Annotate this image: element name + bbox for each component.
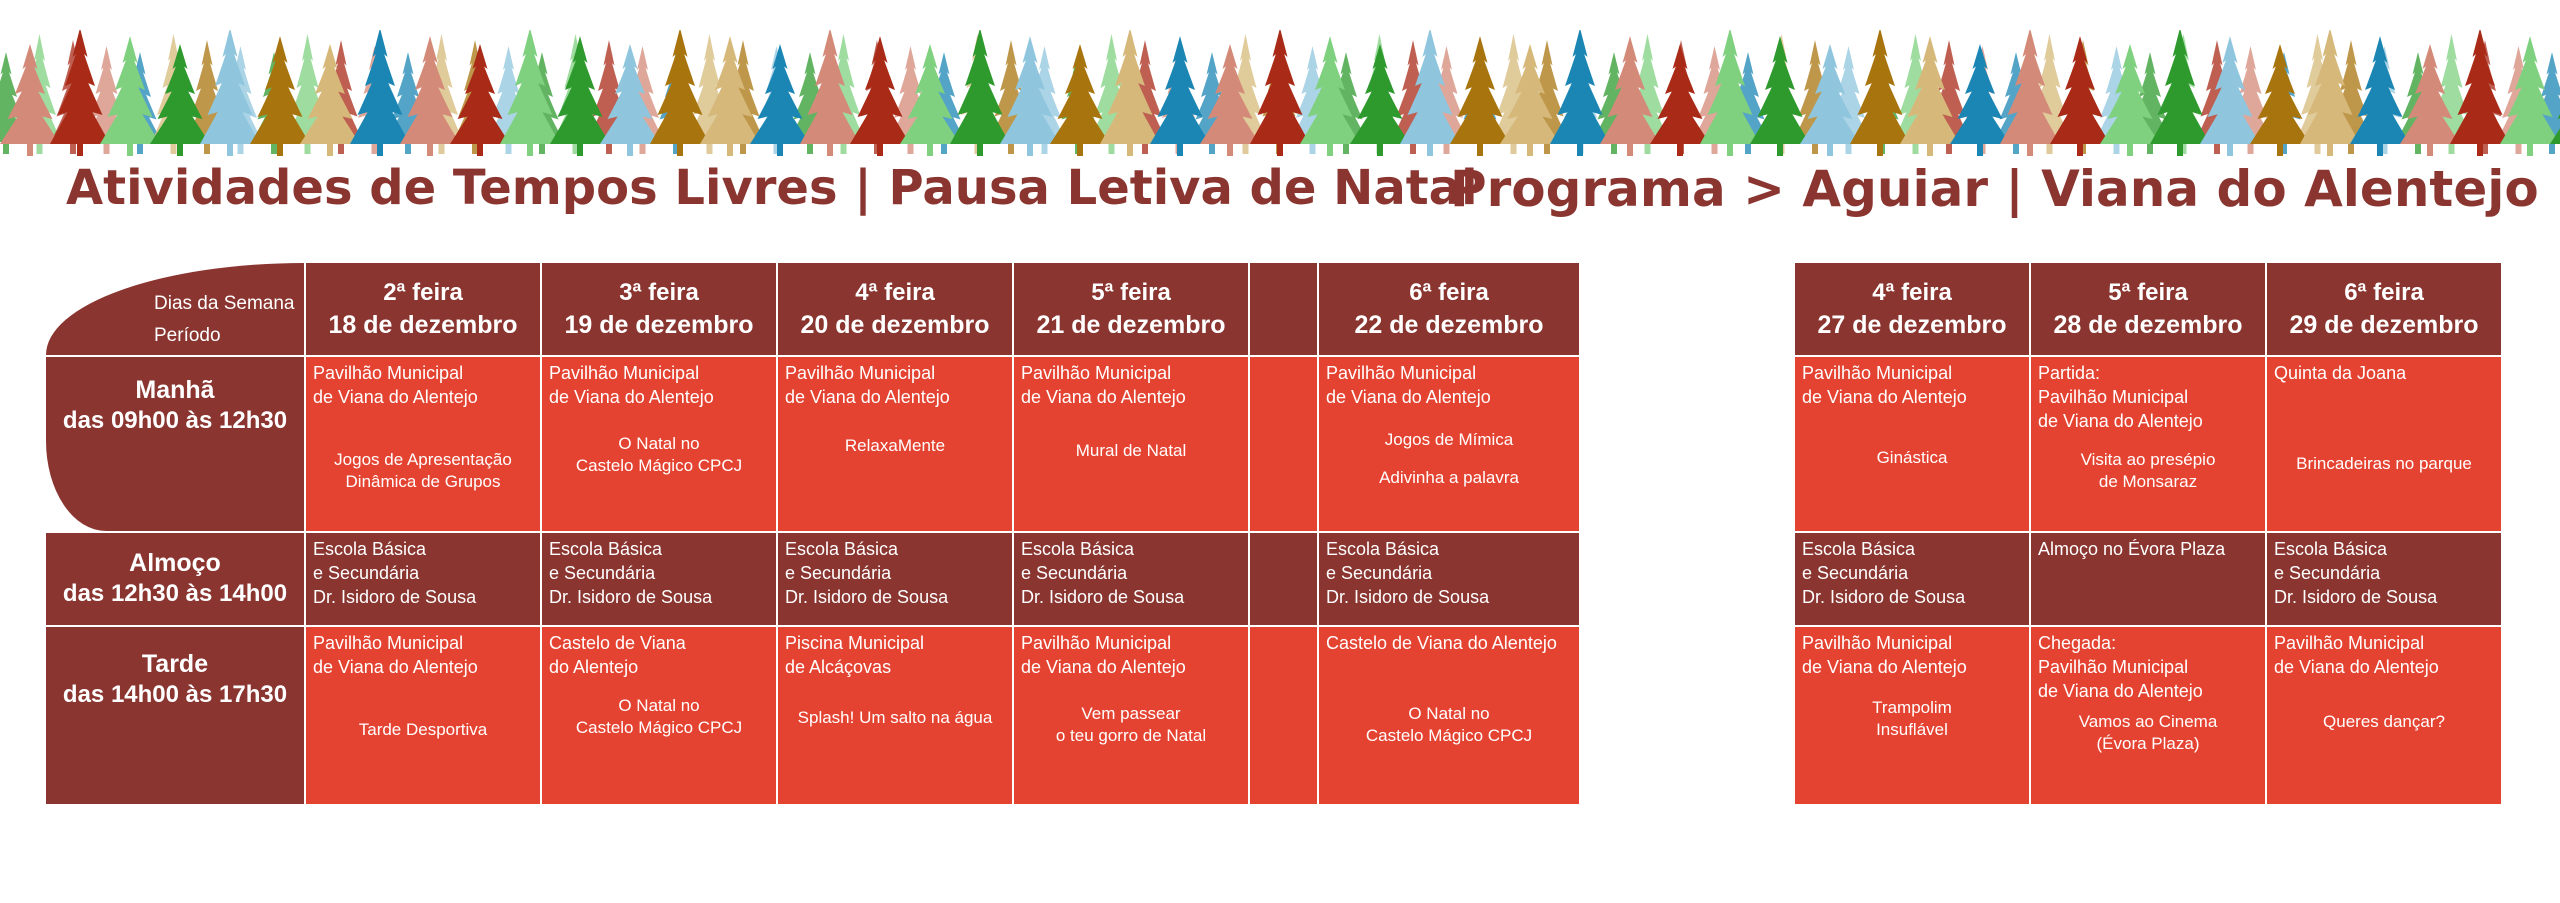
activity-name: Visita ao presépio de Monsaraz [2080, 450, 2216, 491]
activity-location: Pavilhão Municipal de Viana do Alentejo [1802, 633, 1967, 677]
header-days-label: Dias da Semana [154, 293, 295, 314]
activity-cell [1795, 627, 2029, 804]
activity-location: Pavilhão Municipal de Viana do Alentejo [785, 363, 950, 407]
day-header: 2ª feira 18 de dezembro [306, 263, 540, 355]
tree-icon [1750, 36, 1810, 156]
activity-name: O Natal no Castelo Mágico CPCJ [1365, 704, 1533, 745]
schedule-table-week1 [46, 263, 1579, 804]
tree-icon [1450, 36, 1510, 156]
lunch-location: Escola Básica e Secundária Dr. Isidoro de Sousa [2274, 539, 2438, 607]
lunch-location: Escola Básica e Secundária Dr. Isidoro de Sousa [549, 539, 713, 607]
activity-cell [1014, 357, 1248, 531]
period-morning: Manhã das 09h00 às 12h30 [46, 357, 304, 531]
day-header: 5ª feira 21 de dezembro [1014, 263, 1248, 355]
lunch-cell [1014, 533, 1248, 625]
activity-cell [2031, 627, 2265, 804]
activity-cell [1014, 627, 1248, 804]
activity-cell [778, 627, 1012, 804]
activity-cell [542, 357, 776, 531]
activity-location: Partida: Pavilhão Municipal de Viana do Alentejo [2038, 363, 2203, 431]
activity-name: Queres dançar? [2323, 712, 2445, 731]
separator-column [1250, 263, 1317, 355]
activity-name: Tarde Desportiva [358, 720, 488, 739]
activity-location: Pavilhão Municipal de Viana do Alentejo [1021, 633, 1186, 677]
tree-icon [1150, 36, 1210, 156]
activity-location: Pavilhão Municipal de Viana do Alentejo [313, 363, 478, 407]
activity-location: Castelo de Viana do Alentejo [1326, 633, 1557, 653]
activity-cell [306, 627, 540, 804]
activity-cell [1795, 357, 2029, 531]
lunch-location: Escola Básica e Secundária Dr. Isidoro de Sousa [313, 539, 477, 607]
activity-location: Piscina Municipal de Alcáçovas [785, 633, 925, 677]
period-lunch: Almoço das 12h30 às 14h00 [46, 533, 304, 625]
activity-location: Quinta da Joana [2274, 363, 2407, 383]
activity-name: Jogos de Mímica [1384, 430, 1514, 449]
day-header: 3ª feira 19 de dezembro [542, 263, 776, 355]
separator-column [1250, 533, 1317, 625]
activity-location: Pavilhão Municipal de Viana do Alentejo [313, 633, 478, 677]
activity-cell [542, 627, 776, 804]
activity-name: Trampolim Insuflável [1872, 698, 1952, 739]
activity-cell [2031, 357, 2265, 531]
activity-location: Pavilhão Municipal de Viana do Alentejo [549, 363, 714, 407]
activity-cell [306, 357, 540, 531]
activity-cell [2267, 357, 2501, 531]
tree-icon [750, 44, 810, 156]
separator-column [1250, 357, 1317, 531]
activity-location: Chegada: Pavilhão Municipal de Viana do Alentejo [2038, 633, 2203, 701]
header-period-label: Período [154, 325, 221, 346]
lunch-location: Escola Básica e Secundária Dr. Isidoro de Sousa [1326, 539, 1490, 607]
activity-cell [1319, 357, 1579, 531]
lunch-cell [2267, 533, 2501, 625]
day-header: 4ª feira 20 de dezembro [778, 263, 1012, 355]
activity-location: Pavilhão Municipal de Viana do Alentejo [1802, 363, 1967, 407]
day-header: 4ª feira 27 de dezembro [1795, 263, 2029, 355]
activity-name: Ginástica [1876, 448, 1948, 467]
lunch-location: Escola Básica e Secundária Dr. Isidoro de Sousa [1021, 539, 1185, 607]
tree-icon [1650, 44, 1710, 156]
activity-name: Mural de Natal [1075, 441, 1187, 460]
tree-icon [950, 30, 1010, 156]
lunch-cell [2031, 533, 2265, 625]
tree-icon [1250, 30, 1310, 156]
activity-name: Splash! Um salto na água [797, 708, 993, 727]
activity-name: Jogos de Apresentação Dinâmica de Grupos [334, 450, 512, 491]
lunch-cell [542, 533, 776, 625]
activity-name: Vamos ao Cinema (Évora Plaza) [2078, 712, 2218, 753]
activity-location: Pavilhão Municipal de Viana do Alentejo [1326, 363, 1491, 407]
activity-location: Pavilhão Municipal de Viana do Alentejo [2274, 633, 2439, 677]
day-header: 6ª feira 29 de dezembro [2267, 263, 2501, 355]
separator-column [1250, 627, 1317, 804]
activity-location: Pavilhão Municipal de Viana do Alentejo [1021, 363, 1186, 407]
lunch-cell [1319, 533, 1579, 625]
lunch-location: Escola Básica e Secundária Dr. Isidoro de Sousa [785, 539, 949, 607]
activity-cell [1319, 627, 1579, 804]
tree-icon [1350, 44, 1410, 156]
activity-location: Castelo de Viana do Alentejo [549, 633, 686, 677]
activity-cell [778, 357, 1012, 531]
lunch-cell [306, 533, 540, 625]
lunch-cell [1795, 533, 2029, 625]
activity-cell [2267, 627, 2501, 804]
activity-name: Brincadeiras no parque [2296, 454, 2472, 473]
day-header: 5ª feira 28 de dezembro [2031, 263, 2265, 355]
activity-name: O Natal no Castelo Mágico CPCJ [575, 434, 743, 475]
lunch-cell [778, 533, 1012, 625]
page-title: Atividades de Tempos Livres | Pausa Letiva de Natal [66, 160, 1478, 216]
tree-icon [850, 36, 910, 156]
activity-name: Adivinha a palavra [1379, 468, 1519, 487]
christmas-trees-banner [0, 30, 2560, 160]
activity-name: Vem passear o teu gorro de Natal [1055, 704, 1207, 745]
activity-name: RelaxaMente [844, 436, 946, 455]
day-header: 6ª feira 22 de dezembro [1319, 263, 1579, 355]
lunch-location: Almoço no Évora Plaza [2038, 539, 2226, 559]
tree-icon [1550, 30, 1610, 156]
header-corner [46, 263, 304, 355]
activity-name: O Natal no Castelo Mágico CPCJ [575, 696, 743, 737]
lunch-location: Escola Básica e Secundária Dr. Isidoro de Sousa [1802, 539, 1966, 607]
program-title: Programa > Aguiar | Viana do Alentejo [1450, 160, 2539, 218]
period-afternoon: Tarde das 14h00 às 17h30 [46, 627, 304, 804]
schedule-table-week2 [1795, 263, 2501, 804]
